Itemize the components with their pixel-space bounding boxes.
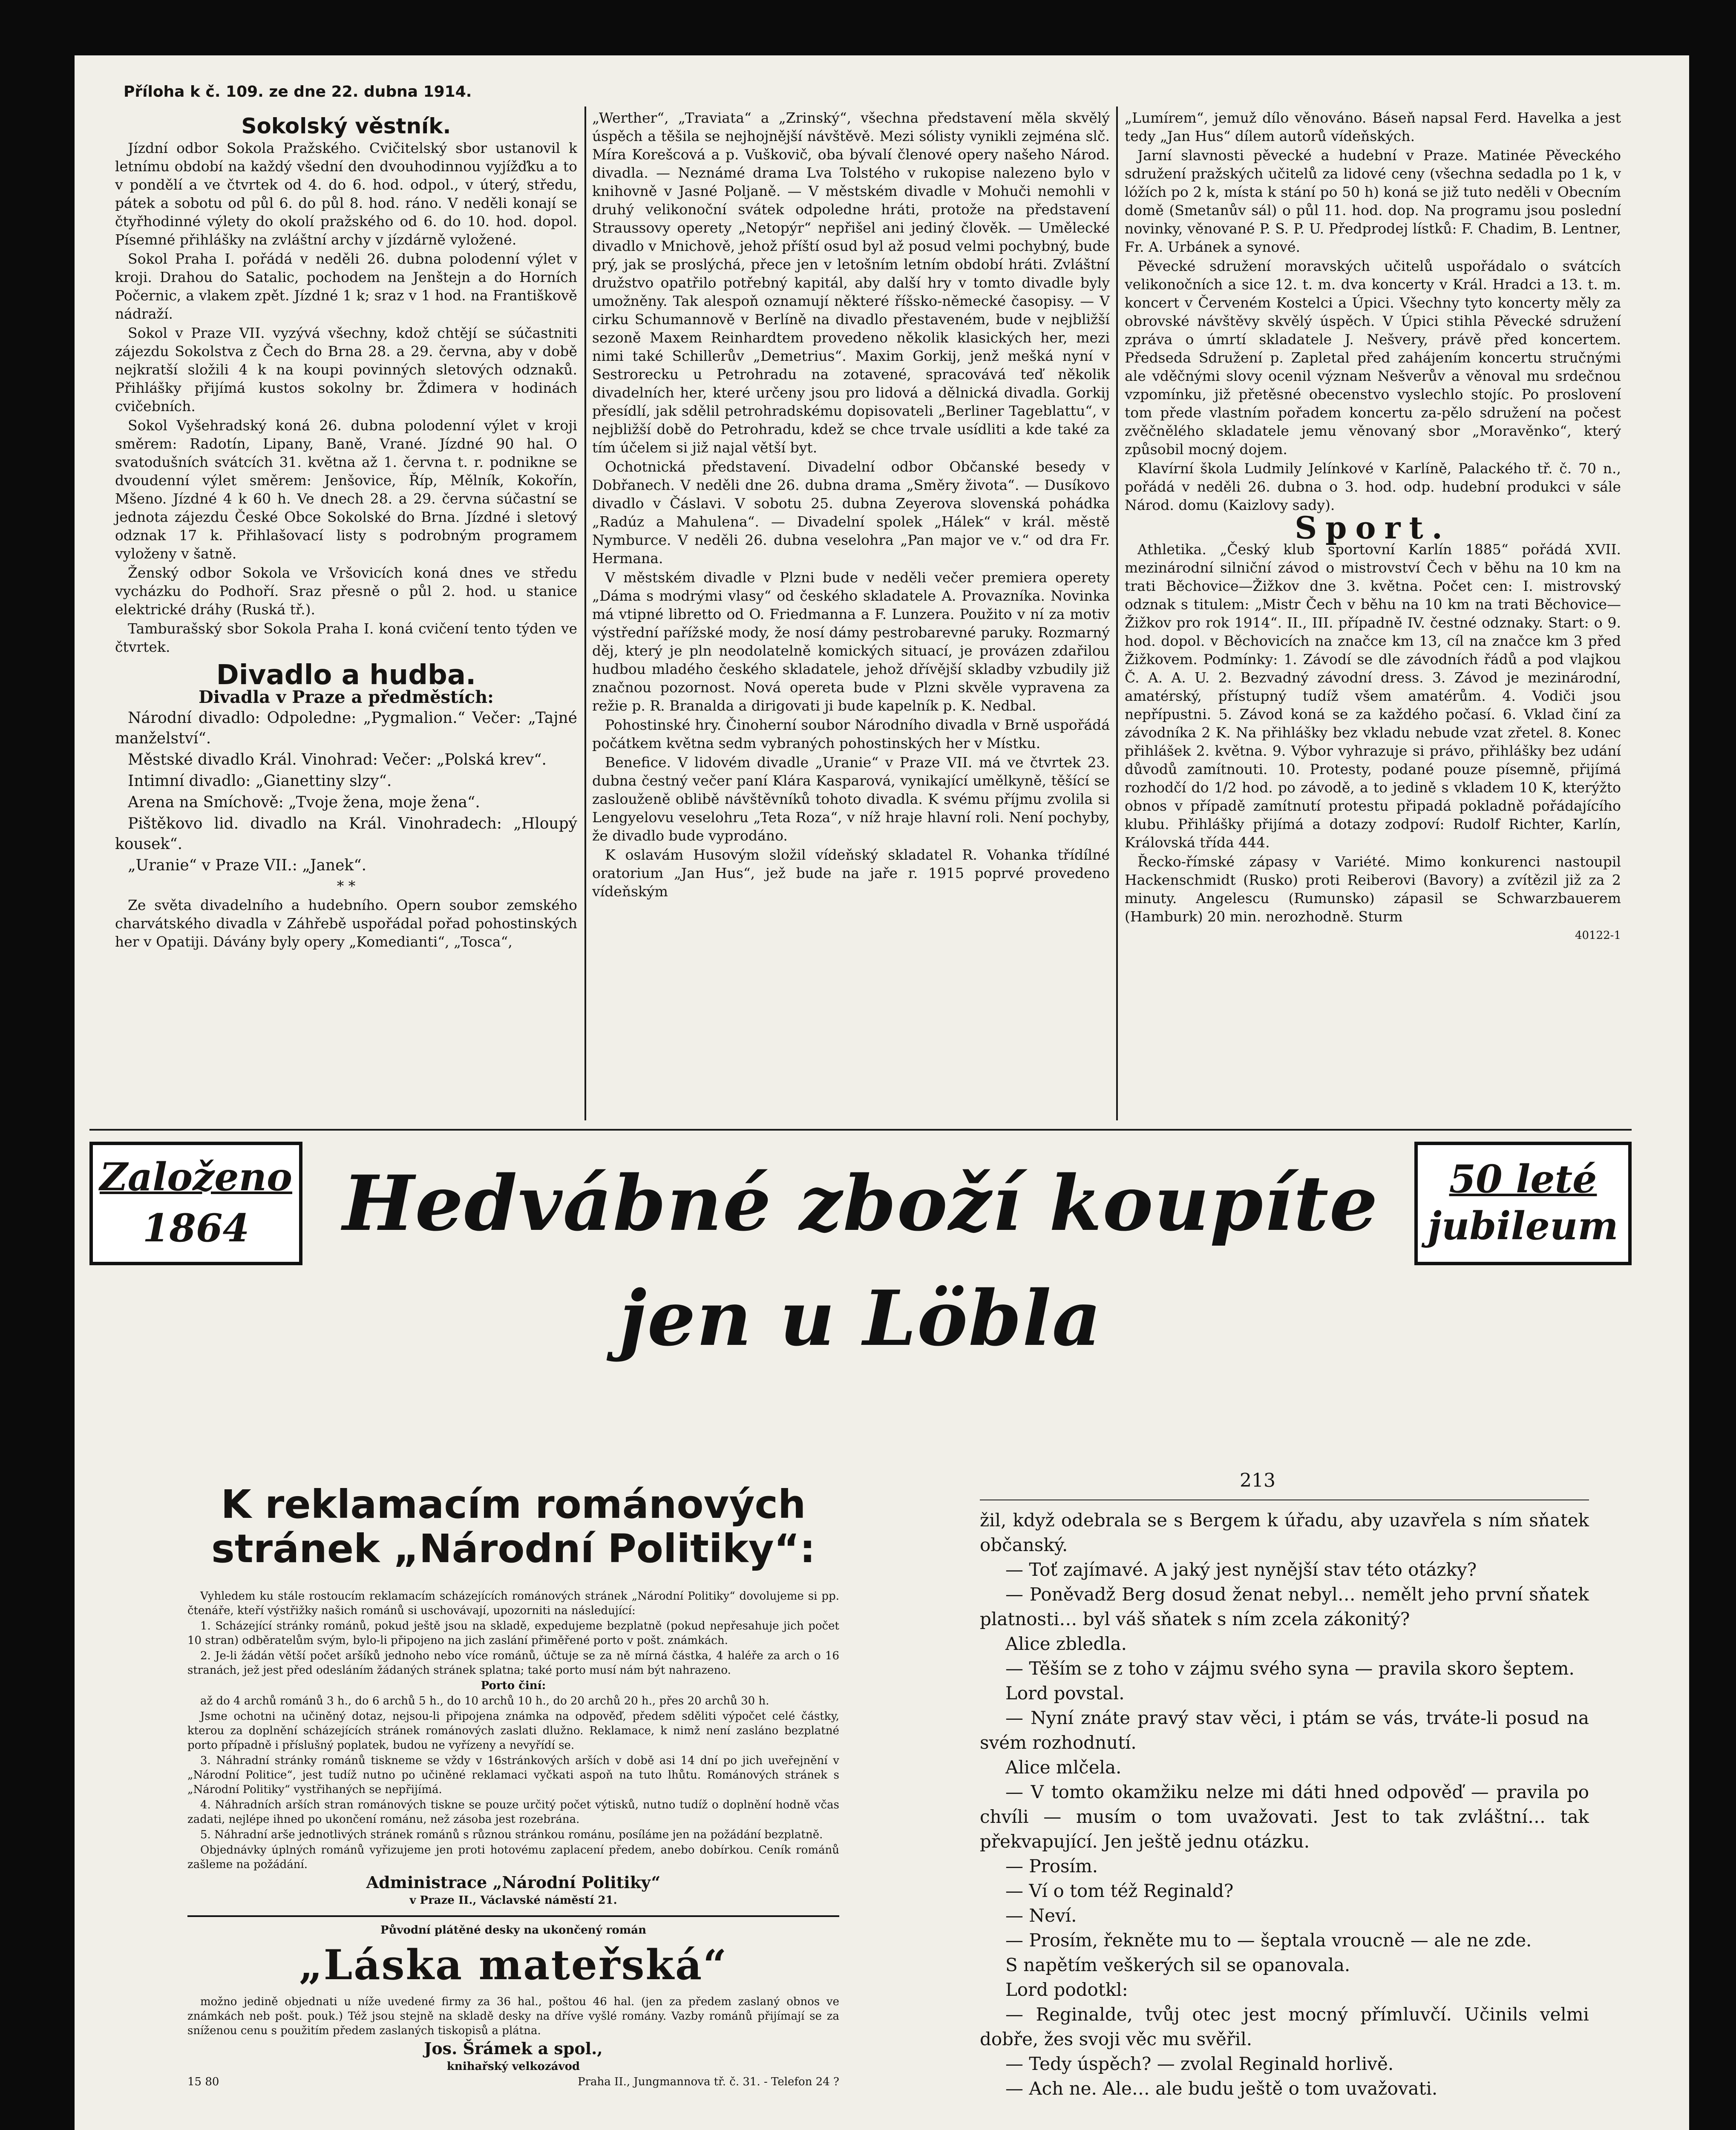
jubilee-box xyxy=(1414,1142,1632,1265)
ad-paragraph: 4. Náhradních arších stran románových tiskne se pouze určitý počet výtisků, nutno tudíž o doplnění hodně včas zadati, nejlépe ihned po ukončení románu, než zásoba jest rozebrána. xyxy=(187,1799,839,1826)
ad-title-line: K reklamacím románových xyxy=(221,1482,806,1527)
novel-line: — V tomto okamžiku nelze mi dáti hned odpověď — pravila po chvíli — musím o tom uvažovati. Jest to tak zvláštní… tak překvapující. Jen ještě jednu otázku. xyxy=(980,1782,1589,1852)
paragraph: Sokol Vyšehradský koná 26. dubna polodenní výlet v kroji směrem: Radotín, Lipany, Baně, Vrané. Jízdné 90 hal. O svatodušních svátcích 31. května až 1. června t. r. podnikne se dvoudenní výlet směrem: Jenšovice, Říp, Mělník, Kokořín, Mšeno. Jízdné 4 k 60 h. Ve dnech 28. a 29. června súčastní se jednota zájezdu České Obce Sokolské do Brna. Jízdné i sletový odznak 17 k. Přihlašovací listy s podrobným programem vyloženy v šatně. xyxy=(115,417,577,562)
novel-page-number: 213 xyxy=(1240,1470,1275,1491)
scan-edge-left xyxy=(0,0,75,2130)
novel-line: — Neví. xyxy=(1005,1905,1077,1926)
theatre-subtitle: Divadla v Praze a předměstích: xyxy=(199,687,494,707)
column-1 xyxy=(115,113,577,952)
paragraph: Řecko-římské zápasy v Variété. Mimo konkurenci nastoupil Hackenschmidt (Rusko) proti Reiberovi (Bavory) a zvítězil již za 2 minuty. Angelescu (Rumunsko) zápasil se Schwarzbauerem (Hamburk) 20 min. nerozhodně. Sturm xyxy=(1125,853,1621,925)
ad-paragraph: Jsme ochotni na učiněný dotaz, nejsou-li připojena známka na odpověď, předem sděliti výpočet celé částky, kterou za doplnění scházejících stránek románových zaslati dlužno. Reklamace, k nimž není zasláno bezplatné porto případně i příslušný poplatek, budou ne vyřízeny a nevyřídí se. xyxy=(187,1710,839,1752)
page-header: Příloha k č. 109. ze dne 22. dubna 1914. xyxy=(124,83,472,101)
paragraph: Jízdní odbor Sokola Pražského. Cvičitelský sbor ustanovil k letnímu období na každý všední den dvouhodinnou vyjížďku a to v pondělí a ve čtvrtek od 4. do 6. hod. odpol., v úterý, středu, pátek a sobotu od půl 6. do půl 8. hod. ráno. V neděli konají se čtyřhodinné výlety do okolí pražského od 6. do 10. hod. dopol. Písemné přihlášky na zvláštní archy v jízdárně vyložené. xyxy=(115,140,577,248)
ad-paragraph: 5. Náhradní arše jednotlivých stránek románů s různou stránkou románu, posíláme jen na požádání bezplatně. xyxy=(200,1828,823,1841)
section-title-theatre: Divadlo a hudba. xyxy=(216,659,476,691)
paragraph: Ochotnická představení. Divadelní odbor Občanské besedy v Dobřanech. V neděli dne 26. dubna drama „Směry života“. — Dusíkovo divadlo v Čáslavi. V sobotu 25. dubna Zeyerova slovenská pohádka „Radúz a Mahulena“. — Divadelní spolek „Hálek“ v král. městě Nymburce. V neděli 26. dubna veselohra „Pan major ve v.“ od dra Fr. Hermana. xyxy=(592,458,1110,567)
novel-line: žil, když odebrala se s Bergem k úřadu, aby uzavřela s ním sňatek občanský. xyxy=(980,1510,1589,1555)
paragraph: „Lumírem“, jemuž dílo věnováno. Báseň napsal Ferd. Havelka a jest tedy „Jan Hus“ dílem autorů vídeňských. xyxy=(1125,109,1621,144)
paragraph: Ze světa divadelního a hudebního. Opern soubor zemského charvátského divadla v Záhřebě uspořádal pořad pohostinských her v Opatiji. Dávány byly opery „Komedianti“, „Tosca“, xyxy=(115,897,577,950)
section-title-sokol: Sokolský věstník. xyxy=(241,114,451,138)
novel-line: — Prosím. xyxy=(1005,1856,1098,1877)
ad-code: 40122-1 xyxy=(1575,929,1621,942)
paragraph: Klavírní škola Ludmily Jelínkové v Karlíně, Palackého tř. č. 70 n., pořádá v neděli 26. dubna o 3. hod. odp. hudební produkci v sále Národ. domu (Kaizlovy sady). xyxy=(1125,460,1621,513)
ad-title xyxy=(183,1482,844,1571)
section-title-sport: Sport. xyxy=(1295,509,1451,546)
ad-footer xyxy=(187,2075,839,2089)
paragraph: „Werther“, „Traviata“ a „Zrinský“, všechna představení měla skvělý úspěch a těšila se nejhojnější návštěvě. Mezi sólisty vynikli zejména slč. Míra Korešcová a p. Vuškovič, oba bývalí členové opery našeho Národ. divadla. — Neznámé drama Lva Tolstého v rukopise nalezeno bylo v knihovně v Jasné Poljaně. — V městském divadle v Mohuči nemohli v druhý velikonoční svátek odpoledne hráti, protože na představení Straussovy operety „Netopýr“ nepřišel ani jediný člověk. — Umělecké divadlo v Mnichově, jehož příští osud byl až posud velmi pochybný, bude prý, jak se proslýchá, přece jen v letošním letním období hráti. Zvláštní družstvo opatřilo potřebný kapitál, aby další hry v tomto divadle byly umožněny. Tak alespoň oznamují některé říšsko-německé časopisy. — V cirku Schumannově v Berlíně na divadlo přestaveném, bude v nejbližší sezoně Maxem Reinhardtem provedeno několik klasických her, mezi nimi také Schillerův „Demetrius“. Maxim Gorkij, jenž mešká nyní v Sestrorecku u Petrohradu na zotavené, spracovává teď několik divadelních her, které určeny jsou pro lidová a dělnická divadla. Gorkij přesídlí, jak sdělil petrohradskému dopisovateli „Berliner Tageblattu“, v nejbližší době do Petrohradu, kdež se chce trvale usídliti a kde také za tím účelem si již najal větší byt. xyxy=(592,109,1110,456)
novel-line: — Reginalde, tvůj otec jest mocný přímluvčí. Učinils velmi dobře, žes svoji věc mu svěřil. xyxy=(980,2004,1589,2049)
ad-title-line: stránek „Národní Politiky“: xyxy=(211,1526,815,1572)
ad-paragraph: až do 4 archů románů 3 h., do 6 archů 5 h., do 10 archů 10 h., do 20 archů 20 h., přes 20 archů 30 h. xyxy=(200,1695,769,1707)
paragraph: Jarní slavnosti pěvecké a hudební v Praze. Matinée Pěveckého sdružení pražských učitelů za lidové ceny (všechna sedadla po 1 k, v lóžích po 2 k, místa k stání po 50 h) koná se již tuto neděli v Obecním domě (Smetanův sál) o půl 11. hod. dop. Na programu jsou poslední novinky, věnované P. S. P. U. Předprodej lístků: F. Chadim, B. Lentner, Fr. A. Urbánek a synové. xyxy=(1125,147,1621,255)
column-divider xyxy=(1116,106,1118,1120)
novel-line: — Toť zajímavé. A jaký jest nynější stav této otázky? xyxy=(1005,1559,1477,1580)
book-text: možno jedině objednati u níže uvedené firmy za 36 hal., poštou 46 hal. (jen za předem zaslaný obnos ve známkách neb pošt. pouk.) Též jsou stejně na skladě desky na dříve vyšlé romány. Vazby románů přijímají se za sníženou cenu s použitím předem zaslaných tiskopisů a plátna. xyxy=(187,1995,839,2037)
novel-line: — Poněvadž Berg dosud ženat nebyl… nemělt jeho první sňatek platnosti… byl váš sňatek s ním zcela zákonitý? xyxy=(980,1584,1589,1629)
jubilee-subtitle: jubileum xyxy=(1428,1203,1618,1249)
ad-paragraph: Vyhledem ku stále rostoucím reklamacím scházejících románových stránek „Národní Politiky“ dovolujeme si pp. čtenáře, kteří výstřižky našich románů si uschovávají, upozorniti na následující: xyxy=(187,1590,839,1617)
novel-line: S napětím veškerých sil se opanovala. xyxy=(1005,1954,1350,1975)
novel-line: — Těším se z toho v zájmu svého syna — pravila skoro šeptem. xyxy=(1005,1658,1575,1679)
ad-paragraph: 1. Scházející stránky románů, pokud ještě jsou na skladě, expedujeme bezplatně (pokud nepřesahuje jich počet 10 stran) odběratelům svým, bylo-li připojeno na jich zaslání přiměřené porto v pošt. známkách. xyxy=(187,1620,839,1647)
admin-address: v Praze II., Václavské náměstí 21. xyxy=(409,1894,617,1907)
admin-name: Administrace „Národní Politiky“ xyxy=(366,1873,661,1892)
book-intro: Původní plátěné desky na ukončený román xyxy=(380,1924,647,1937)
firm-type: knihařský velkozávod xyxy=(446,2060,580,2073)
paragraph: K oslavám Husovým složil vídeňský skladatel R. Vohanka třídílné oratorium „Jan Hus“, jež bude na jaře r. 1915 poprvé provedeno vídeňským xyxy=(592,846,1110,900)
ad-paragraph: Porto činí: xyxy=(481,1679,546,1692)
banner-top-rule xyxy=(89,1129,1632,1131)
novel-line: — Ví o tom též Reginald? xyxy=(1005,1880,1234,1901)
founded-year: 1864 xyxy=(142,1206,250,1251)
founded-label: Založeno xyxy=(99,1154,293,1200)
firm-name: Jos. Šrámek a spol., xyxy=(424,2039,603,2058)
jubilee-label: 50 leté xyxy=(1449,1157,1597,1202)
ad-footer-right: Praha II., Jungmannova tř. č. 31. - Telefon 24 ? xyxy=(578,2075,839,2088)
novel-line: Alice mlčela. xyxy=(1005,1757,1122,1778)
theatre-line: Arena na Smíchově: „Tvoje žena, moje žena“. xyxy=(128,794,480,811)
ad-paragraph: Objednávky úplných románů vyřizujeme jen proti hotovému zaplacení předem, anebo dobírkou. Ceník románů zašleme na požádání. xyxy=(187,1844,839,1871)
theatre-line: Městské divadlo Král. Vinohrad: Večer: „Polská krev“. xyxy=(128,751,547,769)
paragraph: Tamburašský sbor Sokola Praha I. koná cvičení tento týden ve čtvrtek. xyxy=(115,620,577,655)
novel-line: — Tedy úspěch? — zvolal Reginald horlivě. xyxy=(1005,2053,1394,2074)
theatre-line: Pištěkovo lid. divadlo na Král. Vinohradech: „Hloupý kousek“. xyxy=(115,815,577,853)
paragraph: Athletika. „Český klub sportovní Karlín 1885“ pořádá XVII. mezinárodní silniční závod o mistrovství Čech v běhu na 10 km na trati Běchovice—Žižkov dne 3. května. Počet cen: I. mistrovský odznak s titulem: „Mistr Čech v běhu na 10 km na trati Běchovice—Žižkov pro rok 1914“. II., III. případně IV. čestné odznaky. Start: o 9. hod. dopol. v Běchovicích na značce km 13, cíl na značce km 3 před Žižkovem. Podmínky: 1. Závodí se dle závodních řádů a pod vlajkou Č. A. A. U. 2. Bezvadný závodní dress. 3. Závod je mezinárodní, amatérský, přístupný tudíž všem amatérům. 4. Vodiči jsou nepřípustni. 5. Závod koná se za každého počasí. 6. Vklad činí za závodníka 2 K. Na přihlášky bez vkladu nebude vzat zřetel. 8. Konec přihlášek 2. května. 9. Výbor vyhrazuje si právo, přihlášky bez udání důvodů zamítnouti. 10. Protesty, podané pouze písemně, přijímá rozhodčí do 1/2 hod. po závodě, a to jedině s vkladem 10 K, kterýžto obnos v případě zamítnutí protestu připadá pokladně pořádajícího klubu. Přihlášky přijímá a dotazy zodpoví: Rudolf Richter, Karlín, Královská třída 444. xyxy=(1125,541,1621,851)
ad-paragraph: 2. Je-li žádán větší počet aršíků jednoho nebo více románů, účtuje se za ně mírná částka, 4 haléře za arch o 16 stranách, jež jest před odesláním žádaných stránek splatna; také porto musí nám být nahrazeno. xyxy=(187,1649,839,1677)
paragraph: Sokol Praha I. pořádá v neděli 26. dubna polodenní výlet v kroji. Drahou do Satalic, pochodem na Jenštejn a do Horních Počernic, a vlakem zpět. Jízdné 1 k; sraz v 1 hod. na Františkově nádraží. xyxy=(115,250,577,322)
ad-footer-left: 15 80 xyxy=(187,2075,219,2088)
paragraph: Pěvecké sdružení moravských učitelů uspořádalo o svátcích velikonočních a sice 12. t. m. dva koncerty v Král. Hradci a 13. t. m. koncert v Červeném Kostelci a Úpici. Všechny tyto koncerty měly za obrovské návštěvy skvělý úspěch. V Úpici stihla Pěvecké sdružení zpráva o úmrtí skladatele J. Nešvery, právě před koncertem. Předseda Sdružení p. Zapletal před zahájením koncertu stručnými ale vděčnými slovy ocenil význam Nešverův a věnoval mu srdečnou vzpomínku, již přetěsné obecenstvo vyslechlo stojíc. Po proslovení tom přede vlastním pořadem koncertu za-pělo sdružení na počest zvěčnělého skladatele jemu věnovaný sbor „Moravěnko“, který způsobil mocný dojem. xyxy=(1125,258,1621,458)
ad-body xyxy=(187,1589,839,2089)
book-title: „Láska mateřská“ xyxy=(299,1941,728,1989)
novel-text xyxy=(980,1508,1589,2101)
paragraph: V městském divadle v Plzni bude v neděli večer premiera operety „Dáma s modrými vlasy“ od českého skladatele A. Provazníka. Novinka má vtipné libretto od O. Friedmanna a F. Lunzera. Použito v ní za motiv výstřední pařížské mody, že nosí dámy pestrobarevné paruky. Rozmarný děj, který je pln neodolatelně komických situací, je provázen zdařilou hudbou mladého českého skladatele, jehož dřívější skladby vzbudily již značnou pozornost. Nová opereta bude v Plzni skvěle vypravena za režie p. R. Branalda a dirigovati ji bude kapelník p. K. Nedbal. xyxy=(592,569,1110,714)
ad-divider xyxy=(187,1915,839,1917)
novel-line: Lord podotkl: xyxy=(1005,1979,1128,2000)
novel-line: Lord povstal. xyxy=(1005,1683,1125,1704)
column-2 xyxy=(592,109,1110,901)
separator-stars: * * xyxy=(337,878,356,894)
paragraph: Ženský odbor Sokola ve Vršovicích koná dnes ve středu vycházku do Podhoří. Sraz přesně o půl 2. hod. u stanice elektrické dráhy (Ruská tř.). xyxy=(115,564,577,618)
novel-line: — Ach ne. Ale… ale budu ještě o tom uvažovati. xyxy=(1005,2078,1438,2099)
novel-line: — Prosím, řekněte mu to — šeptala vroucně — ale ne zde. xyxy=(1005,1930,1532,1951)
silk-ad-banner xyxy=(89,1133,1632,1363)
novel-line: — Nyní znáte pravý stav věci, i ptám se vás, trváte-li posud na svém rozhodnutí. xyxy=(980,1707,1589,1753)
novel-line: Alice zbledla. xyxy=(1005,1633,1127,1654)
theatre-line: Národní divadlo: Odpoledne: „Pygmalion.“ Večer: „Tajné manželství“. xyxy=(115,709,577,747)
paragraph: Sokol v Praze VII. vyzývá všechny, kdož chtějí se súčastniti zájezdu Sokolstva z Čech do Brna 28. a 29. června, aby v době nejkratší složili 4 k na koupi povinných sletových odznaků. Přihlášky přijímá kustos sokolny br. Ždimera v hodinách cvičebních. xyxy=(115,325,577,414)
column-divider xyxy=(584,106,586,1120)
scan-edge-right xyxy=(1689,0,1736,2130)
theatre-line: „Uranie“ v Praze VII.: „Janek“. xyxy=(128,857,367,874)
founded-box xyxy=(89,1142,302,1265)
paragraph: Benefice. V lidovém divadle „Uranie“ v Praze VII. má ve čtvrtek 23. dubna čestný večer paní Klára Kasparová, vynikající umělkyně, těšící se zaslouženě oblibě návštěvníků tohoto divadla. K svému příjmu zvolila si Lengyelovu veselohru „Teta Roza“, v níž hraje hlavní roli. Není pochyby, že divadlo bude vyprodáno. xyxy=(592,754,1110,844)
paragraph: Pohostinské hry. Činoherní soubor Národního divadla v Brně uspořádá počátkem května sedm vybraných pohostinských her v Místku. xyxy=(592,717,1110,751)
ad-paragraph: 3. Náhradní stránky románů tiskneme se vždy v 16stránkových arších v době asi 14 dní po jich uveřejnění v „Národní Politice“, jest tudíž nutno po učiněné reklamaci vyčkati aspoň na tuto lhůtu. Románových stránek s „Národní Politiky“ vystřihaných se nepřijímá. xyxy=(187,1754,839,1796)
banner-slogan: Hedvábné zboží koupíte jen u Löbla xyxy=(343,1159,1379,1363)
theatre-line: Intimní divadlo: „Gianettiny slzy“. xyxy=(128,772,392,790)
column-3 xyxy=(1125,109,1621,946)
scan-edge-top xyxy=(0,0,1736,55)
